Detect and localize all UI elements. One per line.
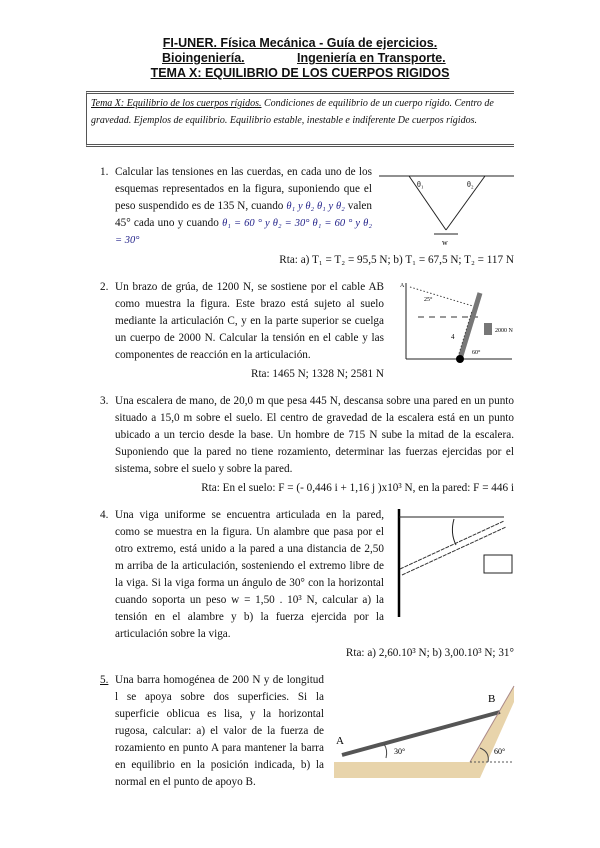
exercise-4 (100, 507, 384, 643)
answer-2: Rta: 1465 N; 1328 N; 2581 N (250, 368, 384, 380)
topic-title: Tema X: Equilibrio de los cuerpos rígidos. (91, 98, 262, 109)
doc-subtitle-transport: Ingeniería en Transporte. (297, 51, 446, 65)
exercise-1-block (100, 164, 514, 269)
exercise-number: 1. (100, 166, 109, 178)
math-expression: θ₁ = 60 ° y θ₂ = 30° θ₁ = 60 ° y θ₂ = 30° (115, 218, 372, 246)
exercise-1 (100, 164, 372, 249)
exercise-4-block (100, 507, 514, 662)
angle-60-label: 60° (494, 747, 506, 756)
doc-title: FI-UNER. Física Mecánica - Guía de ejercicios. (162, 36, 438, 50)
exercise-number: 3. (100, 395, 109, 407)
theta2-label: θ₂ (467, 180, 474, 189)
angle-60-label: 60° (472, 350, 481, 356)
angle-25-label: 25° (424, 297, 433, 303)
figure-1-rope-diagram (379, 170, 514, 250)
answer-1: Rta: a) T₁ = T₂ = 95,5 N; b) T₁ = 67,5 N; T₂ = 117 N (279, 254, 514, 266)
exercise-5-block (100, 672, 514, 791)
exercise-text: Un brazo de grúa, de 1200 N, se sostiene por el cable AB como muestra la figura. Este brazo está sujeto al suelo mediante la articulación C, y en la parte superior se cuelga un cuerpo de 2000 N. Calcular la tensión en el cable y las componentes de reacción en la articulación. (115, 281, 384, 361)
figure-5-bar-diagram (334, 672, 514, 780)
figure-4-beam-diagram (396, 507, 514, 619)
doc-subtitle-bio: Bioingeniería. (162, 51, 245, 65)
answer-3: Rta: En el suelo: F = (- 0,446 i + 1,16 j )x10³ N, en la pared: F = 446 i (201, 482, 514, 494)
weight-label: w (442, 238, 448, 247)
math-expression: θ₁ y θ₂ θ₁ y θ₂ (286, 201, 345, 212)
exercise-text: Una barra homogénea de 200 N y de longitud l se apoya sobre dos superficies. Si la superficie oblicua es lisa, y la horizontal rugosa, calcular: a) el valor de la fuerza de rozamiento en punto A para mantener la barra en equilibrio en la posición indicada, b) la normal en el punto de apoyo B. (115, 674, 324, 788)
load-label: 2000 N (495, 328, 513, 334)
exercise-number: 5. (100, 674, 109, 686)
exercise-text: Calcular las tensiones en las cuerdas, en cada uno de los esquemas representados en la figura, suponiendo que el peso suspendido es de 135 N, cuando (115, 166, 372, 212)
dimension-label: 4 (451, 333, 455, 341)
exercise-3-block (100, 393, 514, 497)
point-a-label: A (336, 735, 344, 747)
exercise-5 (100, 672, 324, 791)
exercise-2-column (100, 279, 384, 383)
point-b-label: B (488, 693, 496, 705)
topic-text: Condiciones de equilibrio de un cuerpo rígido. Centro de gravedad. Ejemplos de equilibrio. Equilibrio estable, inestable e indiferente De cuerpos rígidos. (91, 98, 494, 126)
exercise-list (100, 164, 514, 801)
figure-2-crane-diagram (396, 279, 514, 363)
angle-30-label: 30° (394, 747, 406, 756)
exercise-number: 2. (100, 281, 109, 293)
point-a-label: A (400, 283, 405, 289)
exercise-text: Una viga uniforme se encuentra articulada en la pared, como se muestra en la figura. Un alambre que pasa por el otro extremo, está unido a la pared a una distancia de 2,50 m arriba de la articulación, sosteniendo el extremo libre de la viga. Si la viga forma un ángulo de 30° con la horizontal cuando soporta un peso w = 1,50 . 10³ N, calcular a) la tensión en el alambre y b) la fuerza ejercida por la articulación sobre la viga. (115, 509, 384, 640)
answer-4: Rta: a) 2,60.10³ N; b) 3,00.10³ N; 31° (345, 647, 514, 659)
exercise-number: 4. (100, 509, 109, 521)
exercise-text: Una escalera de mano, de 20,0 m que pesa 445 N, descansa sobre una pared en un punto situado a 15,0 m sobre el suelo. El centro de gravedad de la escalera está en un punto ubicado a un tercio desde la base. Un hombre de 715 N sube la mitad de la escalera. Suponiendo que la pared no tiene rozamiento, determinar las fuerzas ejercidas por el sistema, sobre el suelo y sobre la pared. (115, 395, 514, 475)
exercise-2-block (100, 279, 514, 383)
exercise-text: valen 45° cada uno y cuando (115, 200, 372, 229)
topic-box (86, 91, 514, 147)
theta1-label: θ₁ (417, 180, 424, 189)
doc-topic-heading: TEMA X: EQUILIBRIO DE LOS CUERPOS RIGIDOS (150, 66, 450, 80)
exercise-2 (100, 279, 384, 364)
exercise-3 (100, 393, 514, 478)
